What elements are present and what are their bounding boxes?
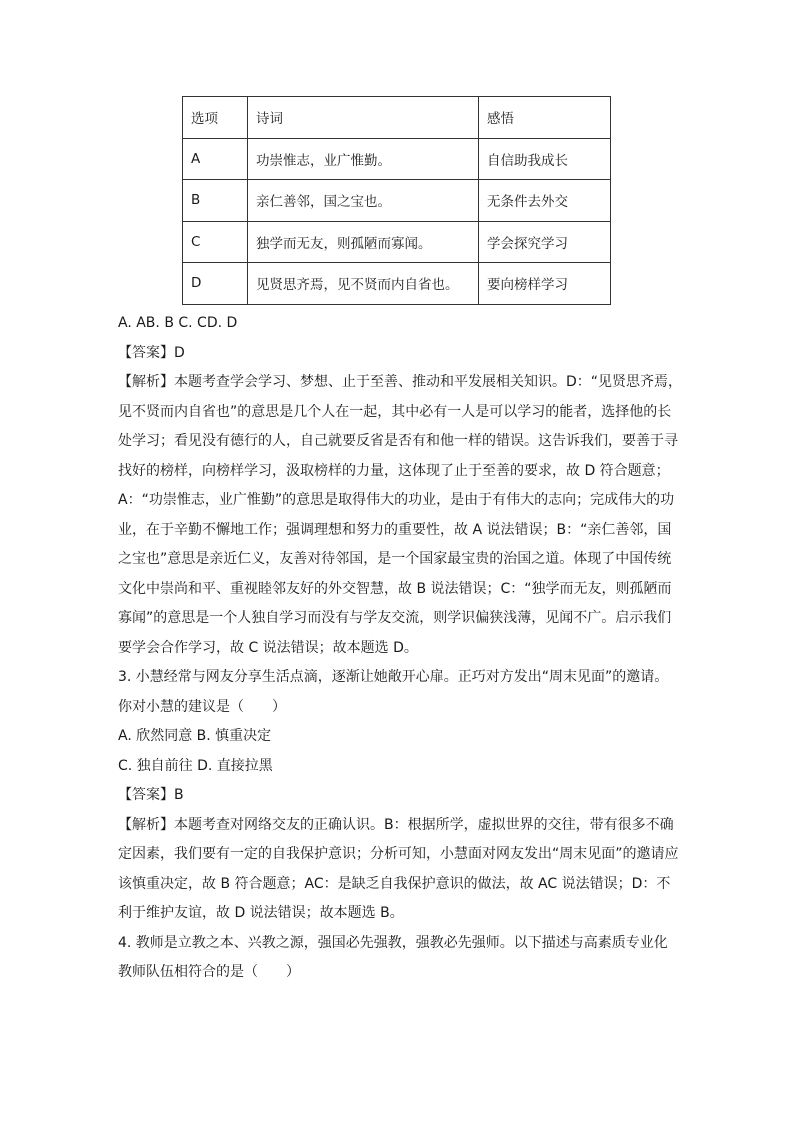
table-header-cell: 感悟 xyxy=(479,97,611,139)
analysis-line: 之宝也”意思是亲近仁义，友善对待邻国，是一个国家最宝贵的治国之道。体现了中国传统 xyxy=(118,551,672,567)
analysis-line: 该慎重决定，故 B 符合题意；AC：是缺乏自我保护意识的做法，故 AC 说法错误；D：不 xyxy=(118,875,671,892)
question-3-stem-line: 你对小慧的建议是（ ） xyxy=(118,698,286,715)
analysis-line: 利于维护友谊，故 D 说法错误；故本题选 B。 xyxy=(118,905,404,921)
table-cell: 独学而无友，则孤陋而寡闻。 xyxy=(248,221,479,263)
answer-label: 【答案】B xyxy=(118,787,184,803)
table-cell: 功崇惟志，业广惟勤。 xyxy=(248,138,479,180)
table-cell: B xyxy=(183,180,248,222)
table-row xyxy=(183,221,611,263)
analysis-line: 文化中崇尚和平、重视睦邻友好的外交智慧，故 B 说法错误；C：“独学而无友，则孤陋而 xyxy=(118,580,672,597)
question-4-stem-line: 教师队伍相符合的是（ ） xyxy=(118,964,300,980)
question-3-stem-line: 3. 小慧经常与网友分享生活点滴，逐渐让她敞开心扉。正巧对方发出“周末见面”的邀请。 xyxy=(118,669,669,685)
analysis-line: 寡闻”的意思是一个人独自学习而没有与学友交流，则学识偏狭浅薄，见闻不广。启示我们 xyxy=(118,610,672,626)
question-4-stem-line: 4. 教师是立教之本、兴教之源，强国必先强教，强教必先强师。以下描述与高素质专业化 xyxy=(118,934,668,951)
analysis-line: 【解析】本题考查学会学习、梦想、止于至善、推动和平发展相关知识。D：“见贤思齐焉， xyxy=(118,374,683,390)
options-table xyxy=(182,96,611,305)
table-header-row xyxy=(183,97,611,139)
table-row xyxy=(183,263,611,305)
analysis-line: A：“功崇惟志，业广惟勤”的意思是取得伟大的功业，是由于有伟大的志向；完成伟大的功 xyxy=(118,492,675,508)
question-3-options-line: C. 独自前往 D. 直接拉黑 xyxy=(118,757,273,774)
table-cell: 自信助我成长 xyxy=(479,138,611,180)
analysis-line: 【解析】本题考查对网络交友的正确认识。B：根据所学，虚拟世界的交往，带有很多不确 xyxy=(118,816,674,833)
answer-label: 【答案】D xyxy=(118,344,185,361)
analysis-line: 业，在于辛勤不懈地工作；强调理想和努力的重要性，故 A 说法错误；B：“亲仁善邻，国 xyxy=(118,521,672,538)
answer-options-line: A. AB. B C. CD. D xyxy=(118,315,238,331)
analysis-line: 处学习；看见没有德行的人，自己就要反省是否有和他一样的错误。这告诉我们，要善于寻 xyxy=(118,433,678,449)
table-cell: 亲仁善邻，国之宝也。 xyxy=(248,180,479,222)
table-header-cell: 选项 xyxy=(183,97,248,139)
analysis-line: 定因素，我们要有一定的自我保护意识；分析可知，小慧面对网友发出“周末见面”的邀请应 xyxy=(118,846,679,862)
table-cell: 学会探究学习 xyxy=(479,221,611,263)
table-cell: C xyxy=(183,221,248,263)
table-header-cell: 诗词 xyxy=(248,97,479,139)
table-cell: D xyxy=(183,263,248,305)
table-cell: 要向榜样学习 xyxy=(479,263,611,305)
question-2-section xyxy=(118,309,683,988)
analysis-line: 见不贤而内自省也”的意思是几个人在一起，其中必有一人是可以学习的能者，选择他的长 xyxy=(118,403,672,420)
analysis-paragraph xyxy=(118,368,683,663)
table-row xyxy=(183,138,611,180)
table-cell: 无条件去外交 xyxy=(479,180,611,222)
analysis-line: 找好的榜样，向榜样学习，汲取榜样的力量，这体现了止于至善的要求，故 D 符合题意； xyxy=(118,462,670,479)
analysis-line: 要学会合作学习，故 C 说法错误；故本题选 D。 xyxy=(118,639,418,656)
analysis-paragraph xyxy=(118,811,678,929)
question-3-options-line: A. 欣然同意 B. 慎重决定 xyxy=(118,728,272,744)
table-cell: 见贤思齐焉，见不贤而内自省也。 xyxy=(248,263,479,305)
table-cell: A xyxy=(183,138,248,180)
table-row xyxy=(183,180,611,222)
